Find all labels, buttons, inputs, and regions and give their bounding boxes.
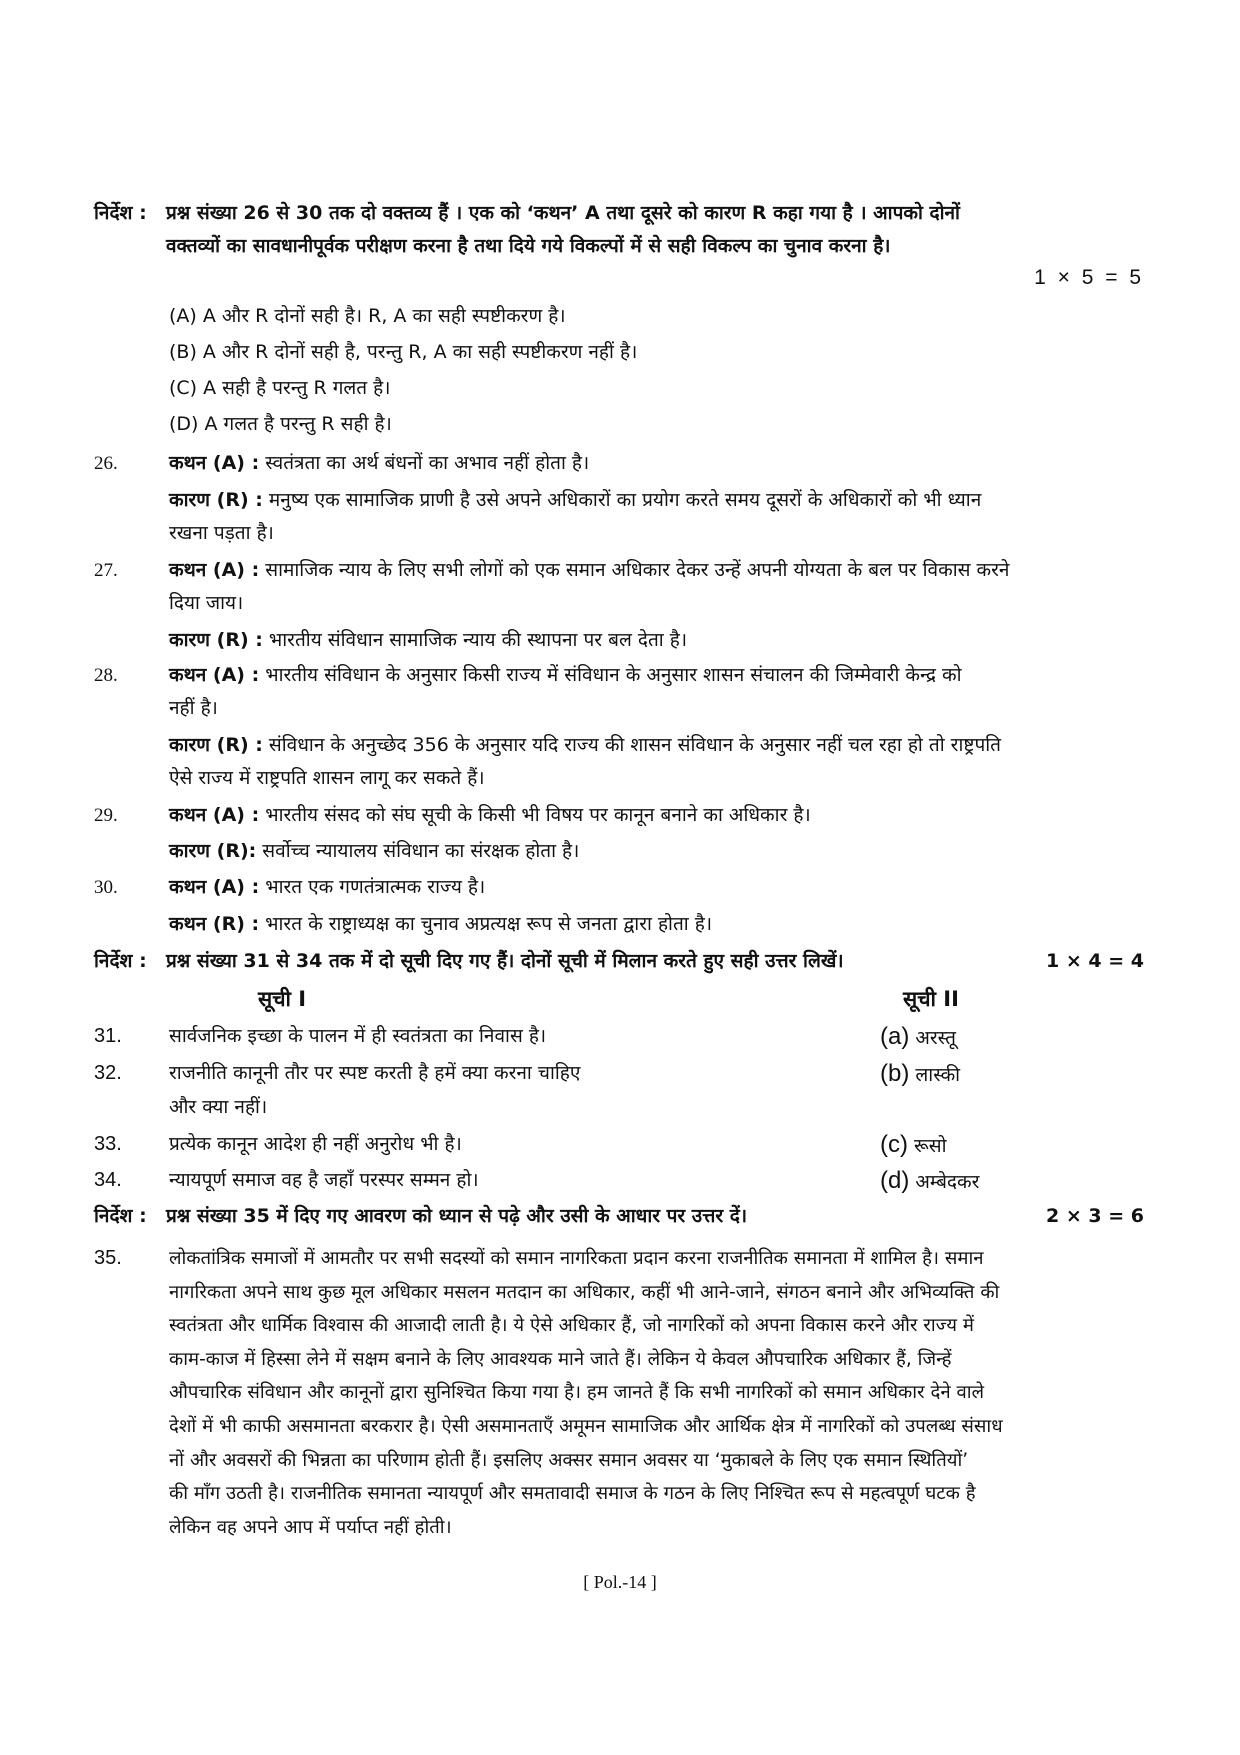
passage-line: नों और अवसरों की भिन्नता का परिणाम होती हैं। इसलिए अक्सर समान अवसर या ‘मुकाबले के लिए एक समान स्थितियों’	[169, 1449, 969, 1471]
assertion-text-cont: दिया जाय।	[169, 592, 244, 614]
list-header-left: सूची I	[258, 987, 307, 1011]
match-row-answer-text: अम्बेदकर	[915, 1171, 980, 1193]
assertion-label: कथन (A) :	[169, 804, 260, 826]
directive-text: प्रश्न संख्या 35 में दिए गए आवरण को ध्यान से पढ़े और उसी के आधार पर उत्तर दें।	[166, 1205, 748, 1227]
match-row-number: 33.	[94, 1133, 122, 1155]
assertion	[169, 799, 811, 832]
match-row-letter: (d)	[880, 1167, 910, 1194]
reason-text: सर्वोच्च न्यायालय संविधान का संरक्षक होता है।	[262, 840, 580, 862]
passage-line: की माँग उठती है। राजनीतिक समानता न्यायपूर्ण और समतावादी समाज के गठन के लिए निश्चित रूप से महत्वपूर्ण घटक है	[169, 1483, 976, 1505]
reason	[169, 835, 579, 868]
reason-label: कारण (R) :	[169, 489, 263, 511]
reason	[169, 624, 687, 657]
passage-line: औपचारिक संविधान और कानूनों द्वारा सुनिश्चित किया गया है। हम जानते हैं कि सभी नागरिकों को समान अधिकार देने वाले	[169, 1382, 985, 1404]
match-row-number: 34.	[94, 1169, 122, 1191]
reason-label: कथन (R) :	[169, 913, 260, 935]
reason-text: भारत के राष्ट्राध्यक्ष का चुनाव अप्रत्यक्ष रूप से जनता द्वारा होता है।	[265, 913, 713, 935]
match-row-text: सार्वजनिक इच्छा के पालन में ही स्वतंत्रता का निवास है।	[169, 1025, 547, 1047]
match-row-number: 31.	[94, 1025, 122, 1047]
match-row-answer	[880, 1057, 960, 1092]
match-row-answer	[880, 1164, 979, 1199]
reason-text: भारतीय संविधान सामाजिक न्याय की स्थापना पर बल देता है।	[268, 629, 688, 651]
match-row-letter: (c)	[880, 1131, 908, 1158]
directive-text: प्रश्न संख्या 31 से 34 तक में दो सूची दिए गए हैं। दोनों सूची में मिलान करते हुए सही उत्तर लिखें।	[166, 950, 844, 972]
assertion-label: कथन (A) :	[169, 452, 260, 474]
option-b: (B) A और R दोनों सही है, परन्तु R, A का सही स्पष्टीकरण नहीं है।	[169, 341, 638, 363]
assertion	[169, 554, 1009, 587]
match-row-answer-text: रूसो	[914, 1135, 947, 1157]
page-footer: [ Pol.-14 ]	[583, 1572, 657, 1592]
match-row-text-cont: और क्या नहीं।	[169, 1096, 268, 1118]
question-number: 29.	[94, 805, 118, 826]
marks-label: 1 × 5 = 5	[1034, 266, 1144, 289]
assertion-text: भारतीय संविधान के अनुसार किसी राज्य में संविधान के अनुसार शासन संचालन की जिम्मेवारी केन्द्र को	[265, 664, 962, 686]
assertion	[169, 659, 962, 692]
reason-label: कारण (R) :	[169, 734, 263, 756]
question-number: 35.	[94, 1247, 122, 1269]
reason	[169, 484, 981, 517]
assertion-label: कथन (A) :	[169, 559, 260, 581]
list-header-right: सूची II	[903, 987, 959, 1011]
passage-line: नागरिकता अपने साथ कुछ मूल अधिकार मसलन मतदान का अधिकार, कहीं भी आने-जाने, संगठन बनाने और अभिव्यक्ति की	[169, 1281, 1000, 1303]
directive-text-line2: वक्तव्यों का सावधानीपूर्वक परीक्षण करना है तथा दिये गये विकल्पों में से सही विकल्प का चुनाव करना है।	[166, 235, 891, 257]
assertion	[169, 447, 589, 480]
passage-line: लेकिन वह अपने आप में पर्याप्त नहीं होती।	[169, 1516, 452, 1538]
reason	[169, 729, 1001, 762]
passage	[169, 1242, 1003, 1544]
option-d: (D) A गलत है परन्तु R सही है।	[169, 413, 392, 435]
assertion-text: स्वतंत्रता का अर्थ बंधनों का अभाव नहीं होता है।	[265, 452, 590, 474]
reason-text-cont: रखना पड़ता है।	[169, 522, 274, 544]
assertion-text-cont: नहीं है।	[169, 697, 218, 719]
assertion-label: कथन (A) :	[169, 664, 260, 686]
marks-label: 1 × 4 = 4	[1046, 950, 1144, 972]
question-number: 27.	[94, 560, 118, 581]
marks-label: 2 × 3 = 6	[1046, 1205, 1144, 1227]
directive-label: निर्देश :	[94, 202, 147, 224]
passage-line: स्वतंत्रता और धार्मिक विश्वास की आजादी लाती है। ये ऐसे अधिकार हैं, जो नागरिकों को अपना विकास करने और राज्य में	[169, 1315, 974, 1337]
directive-label: निर्देश :	[94, 950, 147, 972]
reason-text: संविधान के अनुच्छेद 356 के अनुसार यदि राज्य की शासन संविधान के अनुसार नहीं चल रहा हो तो राष्ट्रपति	[268, 734, 1002, 756]
reason-text: मनुष्य एक सामाजिक प्राणी है उसे अपने अधिकारों का प्रयोग करते समय दूसरों के अधिकारों को भी ध्यान	[268, 489, 982, 511]
match-row-answer-text: अरस्तू	[915, 1027, 956, 1049]
option-c: (C) A सही है परन्तु R गलत है।	[169, 377, 391, 399]
assertion-text: भारत एक गणतंत्रात्मक राज्य है।	[265, 876, 486, 898]
assertion-text: भारतीय संसद को संघ सूची के किसी भी विषय पर कानून बनाने का अधिकार है।	[265, 804, 811, 826]
match-row-text: न्यायपूर्ण समाज वह है जहाँ परस्पर सम्मन हो।	[169, 1169, 479, 1191]
passage-line: देशों में भी काफी असमानता बरकरार है। ऐसी असमानताएँ अमूमन सामाजिक और आर्थिक क्षेत्र में नागरिकों को उपलब्ध संसाध	[169, 1415, 1003, 1437]
assertion-label: कथन (A) :	[169, 876, 260, 898]
match-row-answer-text: लास्की	[915, 1064, 961, 1086]
option-a: (A) A और R दोनों सही है। R, A का सही स्पष्टीकरण है।	[169, 305, 566, 327]
match-row-text: प्रत्येक कानून आदेश ही नहीं अनुरोध भी है।	[169, 1133, 462, 1155]
question-number: 28.	[94, 665, 118, 686]
match-row-number: 32.	[94, 1062, 122, 1084]
directive-label: निर्देश :	[94, 1205, 147, 1227]
reason-label: कारण (R) :	[169, 629, 263, 651]
assertion	[169, 871, 485, 904]
question-number: 26.	[94, 453, 118, 474]
question-number: 30.	[94, 877, 118, 898]
assertion-text: सामाजिक न्याय के लिए सभी लोगों को एक समान अधिकार देकर उन्हें अपनी योग्यता के बल पर विकास करने	[265, 559, 1010, 581]
match-row-answer	[880, 1128, 947, 1163]
match-row-letter: (a)	[880, 1023, 910, 1050]
match-row-letter: (b)	[880, 1060, 910, 1087]
match-row-text: राजनीति कानूनी तौर पर स्पष्ट करती है हमें क्या करना चाहिए	[169, 1062, 581, 1084]
reason-label: कारण (R):	[169, 840, 257, 862]
reason-text-cont: ऐसे राज्य में राष्ट्रपति शासन लागू कर सकते हैं।	[169, 767, 485, 789]
passage-line: काम-काज में हिस्सा लेने में सक्षम बनाने के लिए आवश्यक माने जाते हैं। लेकिन ये केवल औपचारिक अधिकार हैं, जिन्हें	[169, 1348, 952, 1370]
reason	[169, 908, 712, 941]
match-row-answer	[880, 1020, 956, 1055]
passage-line: लोकतांत्रिक समाजों में आमतौर पर सभी सदस्यों को समान नागरिकता प्रदान करना राजनीतिक समानता में शामिल है। समान	[169, 1248, 984, 1269]
directive-text-line1: प्रश्न संख्या 26 से 30 तक दो वक्तव्य हैं । एक को ‘कथन’ A तथा दूसरे को कारण R कहा गया है । आपको दोनों	[166, 202, 960, 224]
